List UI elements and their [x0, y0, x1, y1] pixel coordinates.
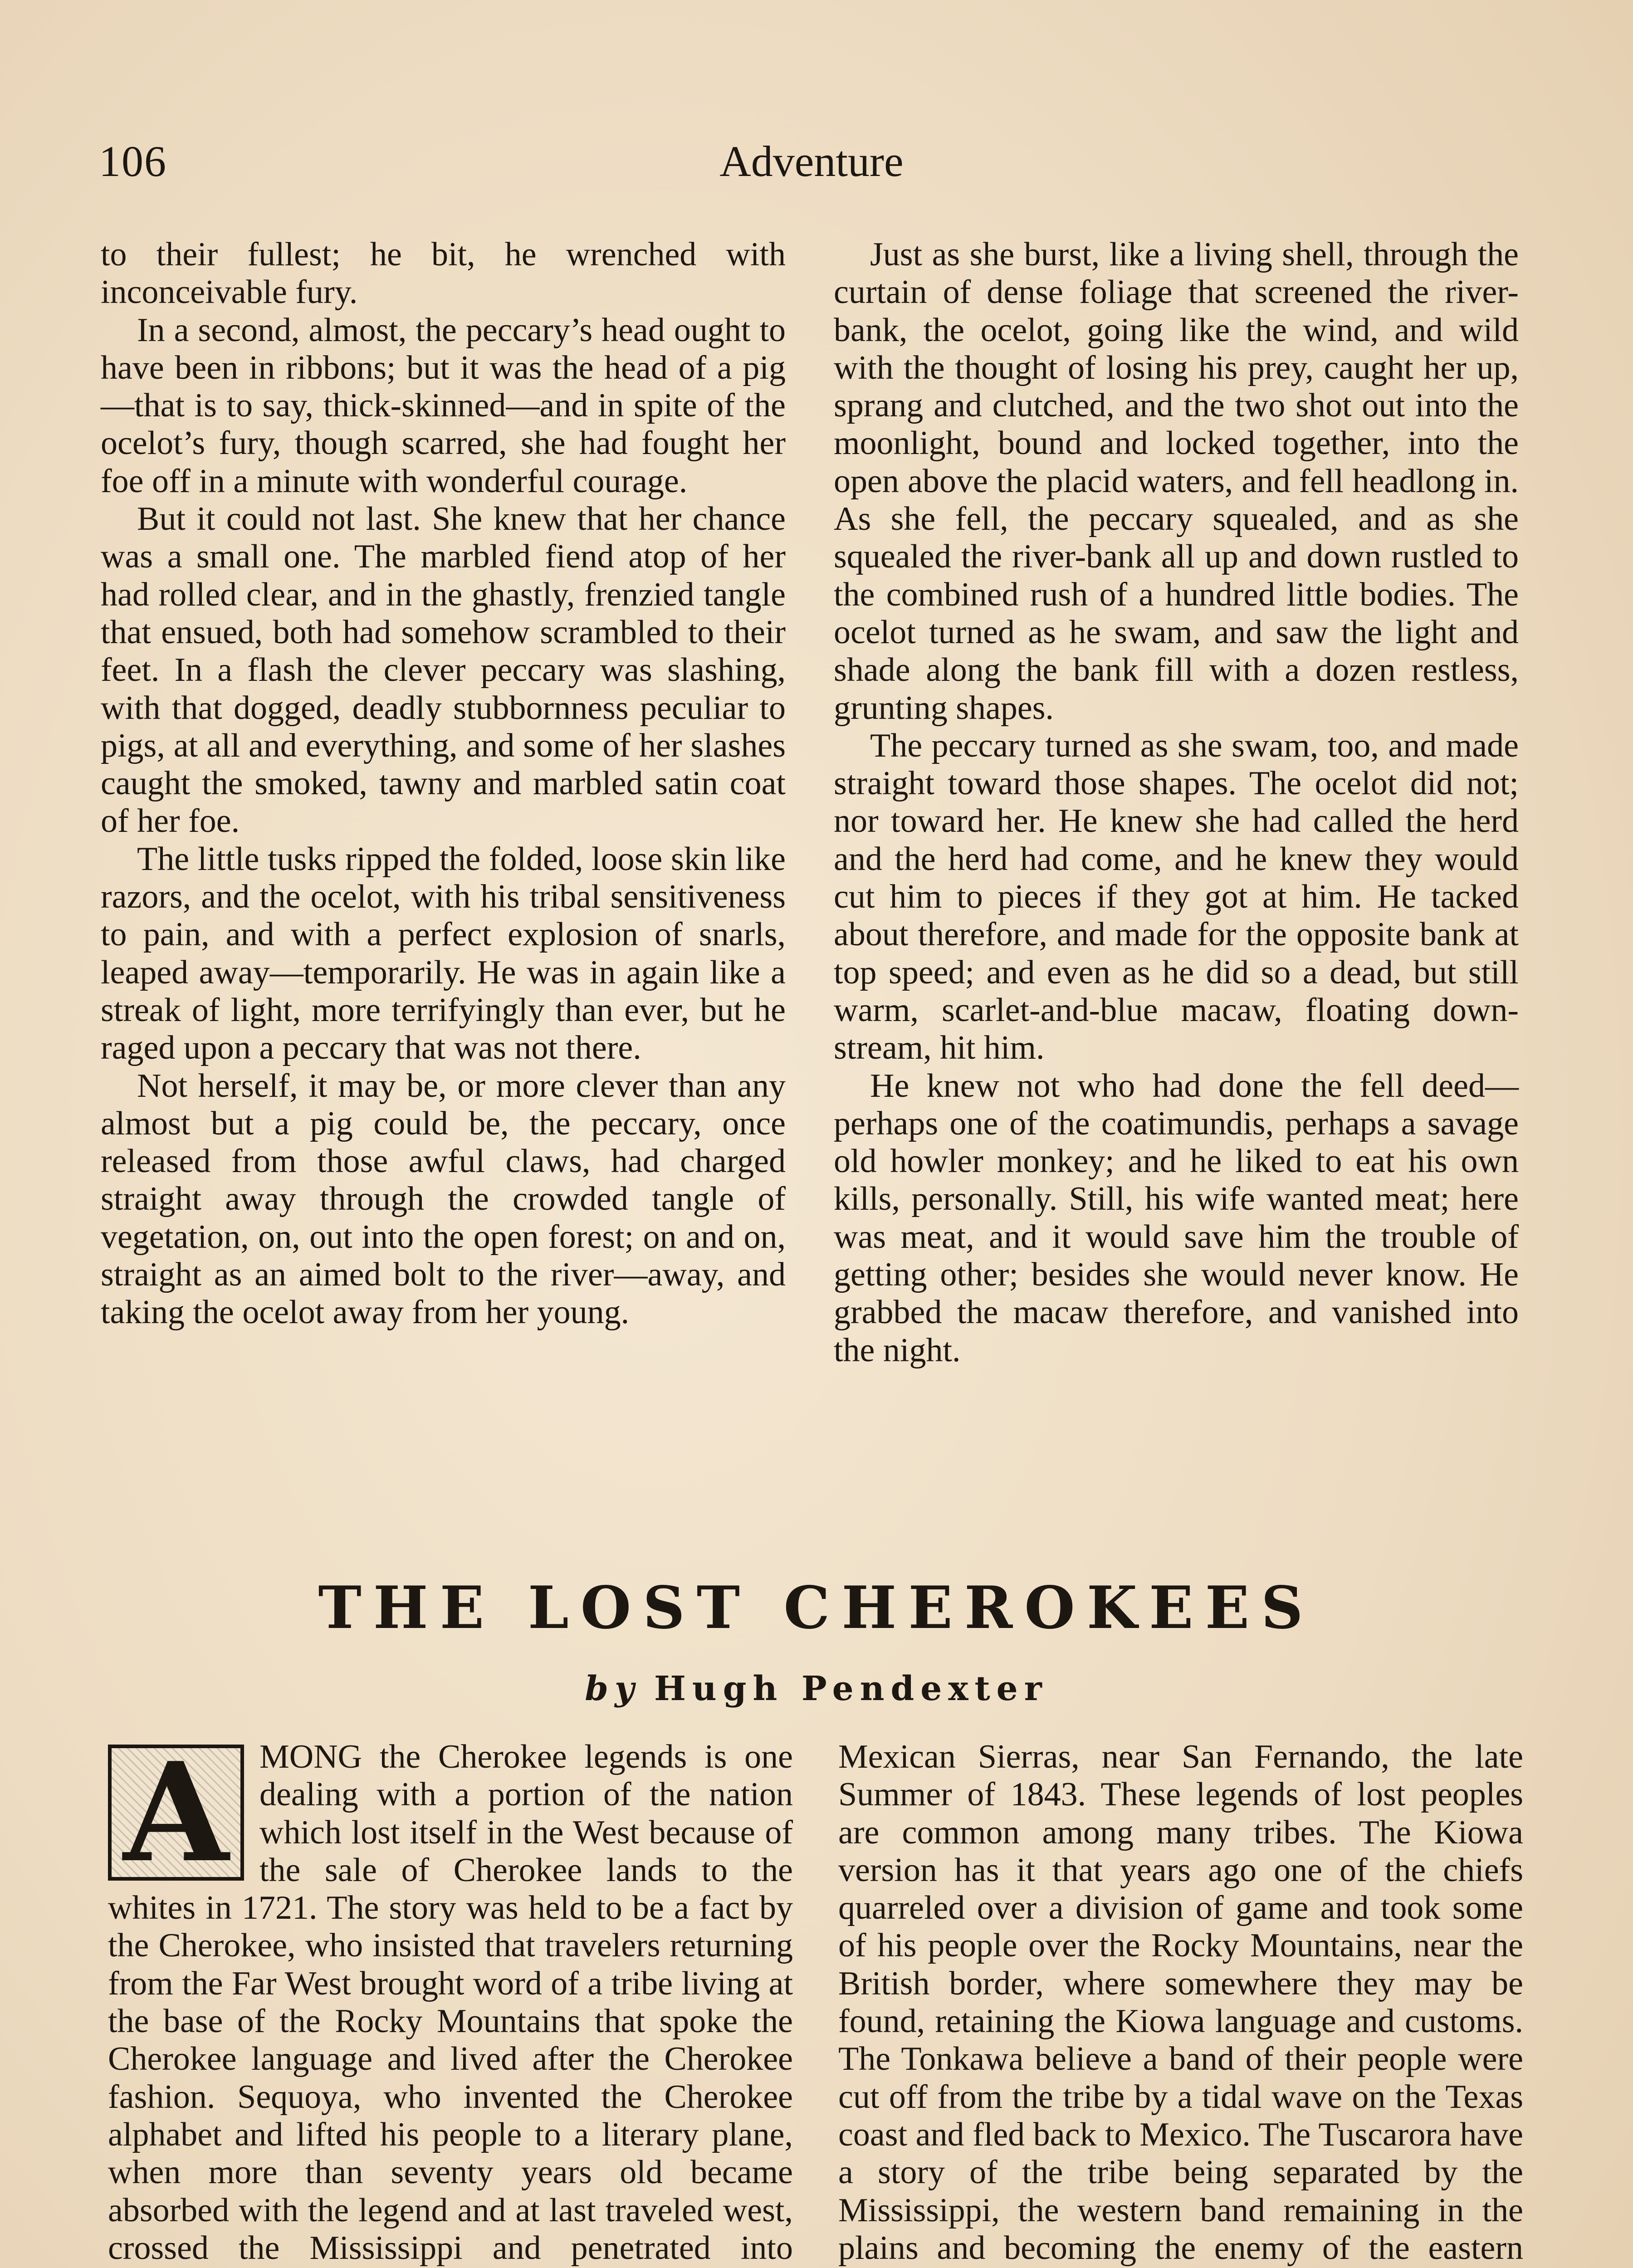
- article-right-column: [838, 1738, 1523, 2268]
- story-paragraph: In a second, almost, the peccary’s head ought to have been in ribbons; but it was the head of a pig—that is to say, thick-skinned—and in spite of the ocelot’s fury, though scarred, she had fought her foe off in a minute with wonderful courage.: [101, 311, 786, 500]
- story-right-column: [834, 236, 1519, 1369]
- page-number: 106: [99, 137, 167, 186]
- story-paragraph: Not herself, it may be, or more clever than any almost but a pig could be, the peccary, once released from those awful claws, had charged straight away through the crowded tangle of vegetation, on, out into the open forest; on and on, straight as an aimed bolt to the river—away, and taking the ocelot away from her young.: [101, 1067, 786, 1331]
- drop-cap: A: [108, 1745, 244, 1881]
- story-paragraph: to their fullest; he bit, he wrenched with inconceivable fury.: [101, 236, 786, 311]
- story-paragraph: The little tusks ripped the folded, loose skin like razors, and the ocelot, with his tribal sensitiveness to pain, and with a perfect explosion of snarls, leaped away—temporarily. He was in again like a streak of light, more terrifyingly than ever, but he raged upon a peccary that was not there.: [101, 840, 786, 1067]
- author-name: Hugh Pendexter: [654, 1669, 1048, 1708]
- magazine-title: Adventure: [719, 137, 904, 186]
- byline: [0, 1669, 1633, 1708]
- story-paragraph: But it could not last. She knew that her chance was a small one. The marbled fiend atop of her had rolled clear, and in the ghastly, frenzied tangle that ensued, both had somehow scrambled to their feet. In a flash the clever peccary was slashing, with that dogged, deadly stubbornness peculiar to pigs, at all and everything, and some of her slashes caught the smoked, tawny and marbled satin coat of her foe.: [101, 500, 786, 840]
- article-paragraph: MONG the Cherokee legends is one dealing with a portion of the nation which lost itself in the West because of the sale of Cherokee lands to the whites in 1721. The story was held to be a fact by the Cherokee, who insisted that travelers returning from the Far West brought word of a tribe living at the base of the Rocky Mountains that spoke the Cherokee language and lived after the Cherokee fashion. Sequoya, who invented the Cherokee alphabet and lifted his people to a literary plane, when more than seventy years old became absorbed with the legend and at last traveled west, crossed the Mississippi and penetrated into: [108, 1738, 793, 2267]
- story-paragraph: The peccary turned as she swam, too, and made straight toward those shapes. The ocelot did not; nor toward her. He knew she had called the herd and the herd had come, and he knew they would cut him to pieces if they got at him. He tacked about therefore, and made for the opposite bank at top speed; and even as he did so a dead, but still warm, scarlet-and-blue macaw, floating down-stream, hit him.: [834, 727, 1519, 1067]
- article-paragraph: Mexican Sierras, near San Fernando, the late Summer of 1843. These legends of lost peoples are common among many tribes. The Kiowa version has it that years ago one of the chiefs quarreled over a division of game and took some of his people over the Rocky Mountains, near the British border, where somewhere they may be found, retaining the Kiowa language and customs. The Tonkawa believe a band of their people were cut off from the tribe by a tidal wave on the Texas coast and fled back to Mexico. The Tuscarora have a story of the tribe being separated by the Mississippi, the western band remaining in the plains and becoming the enemy of the eastern: [838, 1738, 1523, 2267]
- story-left-column: [101, 236, 786, 1332]
- article-left-column: [108, 1732, 793, 2268]
- running-head: [99, 136, 1524, 195]
- story-paragraph: He knew not who had done the fell deed—perhaps one of the coatimundis, perhaps a savage old howler monkey; and he liked to eat his own kills, personally. Still, his wife wanted meat; here was meat, and it would save him the trouble of getting other; besides she would never know. He grabbed the macaw therefore, and vanished into the night.: [834, 1067, 1519, 1369]
- byline-prefix: by: [585, 1669, 640, 1708]
- article-title: THE LOST CHEROKEES: [318, 1574, 1315, 1642]
- story-paragraph: Just as she burst, like a living shell, through the curtain of dense foliage that screened the river-bank, the ocelot, going like the wind, and wild with the thought of losing his prey, caught her up, sprang and clutched, and the two shot out into the moonlight, bound and locked together, into the open above the placid waters, and fell headlong in. As she fell, the peccary squealed, and as she squealed the river-bank all up and down rustled to the combined rush of a hundred little bodies. The ocelot turned as he swam, and saw the light and shade along the bank fill with a dozen restless, grunting shapes.: [834, 236, 1519, 727]
